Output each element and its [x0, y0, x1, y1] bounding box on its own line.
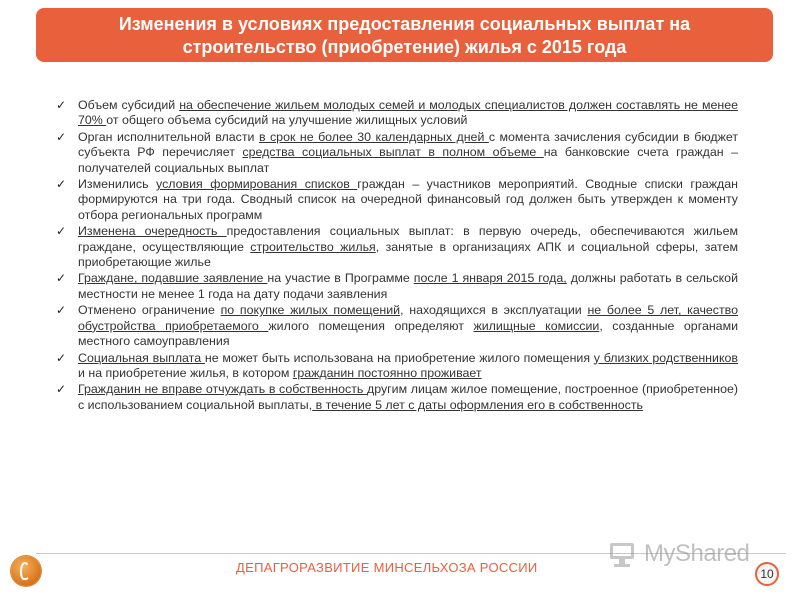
watermark-text: MyShared — [644, 540, 750, 567]
item-text: на банковские счета граждан – получателей социальных выплат — [78, 145, 738, 175]
checkmark-icon: ✓ — [56, 129, 67, 144]
underlined-text: по покупке жилых помещений — [220, 303, 401, 318]
underlined-text: средства социальных выплат в полном объеме — [242, 145, 544, 160]
underlined-text: строительство жилья — [250, 239, 376, 254]
underlined-text: условия формирования списков — [156, 177, 358, 192]
underlined-text: Гражданин не вправе отчуждать в собственность — [78, 382, 367, 397]
item-text: на участие в Программе — [267, 271, 414, 286]
underlined-text: в течение 5 лет с даты оформления его в собственность — [312, 397, 643, 412]
item-text: , находящихся в эксплуатации — [400, 303, 588, 318]
underlined-text: жилищные комиссии — [473, 318, 600, 333]
item-text: и на приобретение жилья, в котором — [78, 365, 293, 380]
title-banner — [36, 8, 773, 62]
underlined-text: Социальная выплата — [78, 350, 205, 365]
list-item — [56, 177, 738, 223]
underlined-text: после 1 января 2015 года, — [413, 271, 567, 286]
item-text: другим лицам жилое помещение, построенное (приобретенное) с использованием социальной выплаты, — [78, 382, 738, 412]
checkmark-icon: ✓ — [56, 177, 67, 192]
item-text: Орган исполнительной власти — [78, 129, 259, 144]
item-text: граждан – участников мероприятий. Сводные списки граждан формируются на три года. Сводный список на очередной финансовый год должен быть утвержден к моменту отбора региональных программ — [78, 177, 738, 222]
item-text: от общего объема субсидий на улучшение жилищных условий — [106, 113, 468, 128]
checkmark-icon: ✓ — [56, 98, 67, 112]
underlined-text: Граждане, подавшие заявление — [78, 271, 268, 286]
checkmark-icon: ✓ — [56, 271, 67, 286]
list-item — [56, 224, 738, 270]
bullet-list — [56, 98, 738, 414]
item-text: с момента зачисления субсидии в бюджет субъекта РФ перечисляет — [78, 129, 739, 160]
item-text: не может быть использована на приобретение жилого помещения — [204, 350, 594, 365]
watermark — [608, 537, 749, 571]
list-item — [56, 98, 738, 129]
checkmark-icon: ✓ — [56, 350, 67, 365]
item-text: , созданные органами местного самоуправления — [78, 318, 739, 349]
underlined-text: не более 5 лет, качество обустройства приобретаемого — [78, 303, 738, 333]
list-item — [56, 382, 738, 413]
underlined-text: Изменена очередность — [78, 224, 227, 239]
item-text: Изменились — [78, 177, 157, 192]
title-line-2: строительство (приобретение) жилья с 2015 года — [182, 37, 627, 57]
monitor-icon — [608, 540, 638, 568]
checkmark-icon: ✓ — [56, 224, 67, 239]
checkmark-icon: ✓ — [56, 382, 67, 397]
list-item — [56, 303, 738, 349]
title-line-1: Изменения в условиях предоставления социальных выплат на — [118, 14, 691, 34]
underlined-text: в срок не более 30 календарных дней — [258, 129, 489, 144]
ministry-emblem-icon — [11, 556, 41, 586]
item-text: жилого помещения определяют — [268, 318, 474, 333]
list-item — [56, 130, 738, 176]
item-text: , занятые в организациях АПК и социальной сферы, затем приобретающие жилье — [78, 239, 738, 270]
underlined-text: у близких родственников — [593, 350, 738, 365]
footer-organization: ДЕПАГРОРАЗВИТИЕ МИНСЕЛЬХОЗА РОССИИ — [236, 560, 538, 575]
item-text: предоставления социальных выплат: в первую очередь, обеспечиваются жильем граждане, осуществляющие — [78, 224, 738, 254]
item-text: Объем субсидий — [78, 98, 180, 112]
item-text: должны работать в сельской местности не менее 1 года на дату подачи заявления — [78, 271, 738, 301]
item-text: Отменено ограничение — [78, 303, 221, 318]
list-item — [56, 351, 738, 382]
underlined-text: гражданин постоянно проживает — [292, 365, 482, 380]
list-item — [56, 271, 738, 302]
checkmark-icon: ✓ — [56, 303, 67, 318]
underlined-text: на обеспечение жильем молодых семей и молодых специалистов должен составлять не менее 70% — [78, 98, 738, 128]
page-number: 10 — [755, 562, 779, 586]
